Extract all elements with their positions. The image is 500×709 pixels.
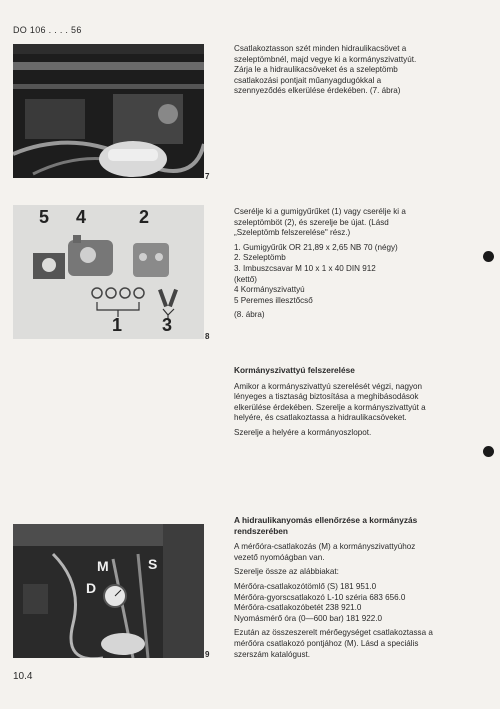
list-item: 2. Szeleptömb (234, 253, 286, 263)
figure-label-5: 5 (39, 207, 50, 227)
section-4-text-block (234, 515, 434, 664)
instruction-paragraph: Szerelje a helyére a kormányoszlopot. (234, 427, 372, 437)
list-item: 3. Imbuszcsavar M 10 x 1 x 40 DIN 912 (234, 263, 376, 273)
section-2-text-block (234, 207, 434, 325)
list-item: 5 Peremes illesztőcső (234, 295, 313, 305)
document-reference: DO 106 . . . . 56 (13, 25, 82, 35)
figure-7-photo (13, 44, 204, 178)
section-1-text-block (234, 44, 434, 101)
list-item: (kettő) (234, 274, 257, 284)
instruction-paragraph: Amikor a kormányszivattyú szerelését végzi, nagyon lényeges a tisztaság biztosítása a meghibásodások elkerülése érdekében. Szerelje a kormányszivattyút a helyére, és csatlakoztassa a hidraulikacsöveket. (234, 381, 426, 423)
figure-label-2: 2 (139, 207, 150, 227)
section-heading: A hidraulikanyomás ellenőrzése a kormányzás rendszerében (234, 515, 418, 536)
list-item: Mérőóra-gyorscsatlakozó L-10 széria 683 656.0 (234, 592, 406, 602)
binder-hole (483, 251, 494, 262)
figure-8-photo (13, 205, 204, 339)
page-number: 10.4 (13, 671, 33, 682)
figure-number: 8 (205, 332, 210, 341)
figure-label-m: M (97, 558, 109, 574)
instruction-paragraph: Ezután az összeszerelt mérőegységet csatlakoztassa a mérőóra csatlakozó pontjához (M). Lásd a speciális szerszám katalógust. (234, 628, 433, 659)
figure-label-d: D (86, 580, 97, 596)
list-item: Mérőóra-csatlakozóbetét 238 921.0 (234, 603, 362, 613)
figure-label-s: S (148, 556, 158, 572)
figure-label-1: 1 (112, 315, 123, 335)
figure-number: 9 (205, 650, 210, 659)
binder-hole (483, 446, 494, 457)
figure-label-3: 3 (162, 315, 173, 335)
section-3-text-block (234, 365, 434, 443)
figure-reference: (8. ábra) (234, 310, 265, 320)
section-heading: Kormányszivattyú felszerelése (234, 365, 355, 375)
list-item: Nyomásmérő óra (0—600 bar) 181 922.0 (234, 613, 383, 623)
instruction-paragraph: Csatlakoztasson szét minden hidraulikacsövet a szeleptömbnél, majd vegye ki a kormányszivattyút. Zárja le a hidraulikacsöveket és a szeleptömb csatlakozási pontjait műanyagdugókkal a szennyeződés elkerülése érdekében. (7. ábra) (234, 44, 417, 96)
tools-list (234, 582, 434, 624)
instruction-paragraph: A mérőóra-csatlakozás (M) a kormányszivattyúhoz vezető nyomóágban van. (234, 542, 416, 562)
figure-label-4: 4 (76, 207, 87, 227)
list-item: 4 Kormányszivattyú (234, 285, 305, 295)
list-item: Mérőóra-csatlakozótömlő (S) 181 951.0 (234, 581, 377, 591)
parts-list (234, 243, 434, 307)
instruction-paragraph: Szerelje össze az alábbiakat: (234, 567, 339, 577)
figure-9-photo (13, 524, 204, 658)
figure-number: 7 (205, 172, 210, 181)
list-item: 1. Gumigyűrűk OR 21,89 x 2,65 NB 70 (négy) (234, 242, 398, 252)
instruction-paragraph: Cserélje ki a gumigyűrűket (1) vagy cserélje ki a szeleptömböt (2), és szerelje be újat. (Lásd „Szeleptömb felszerelése" rész.) (234, 207, 406, 238)
